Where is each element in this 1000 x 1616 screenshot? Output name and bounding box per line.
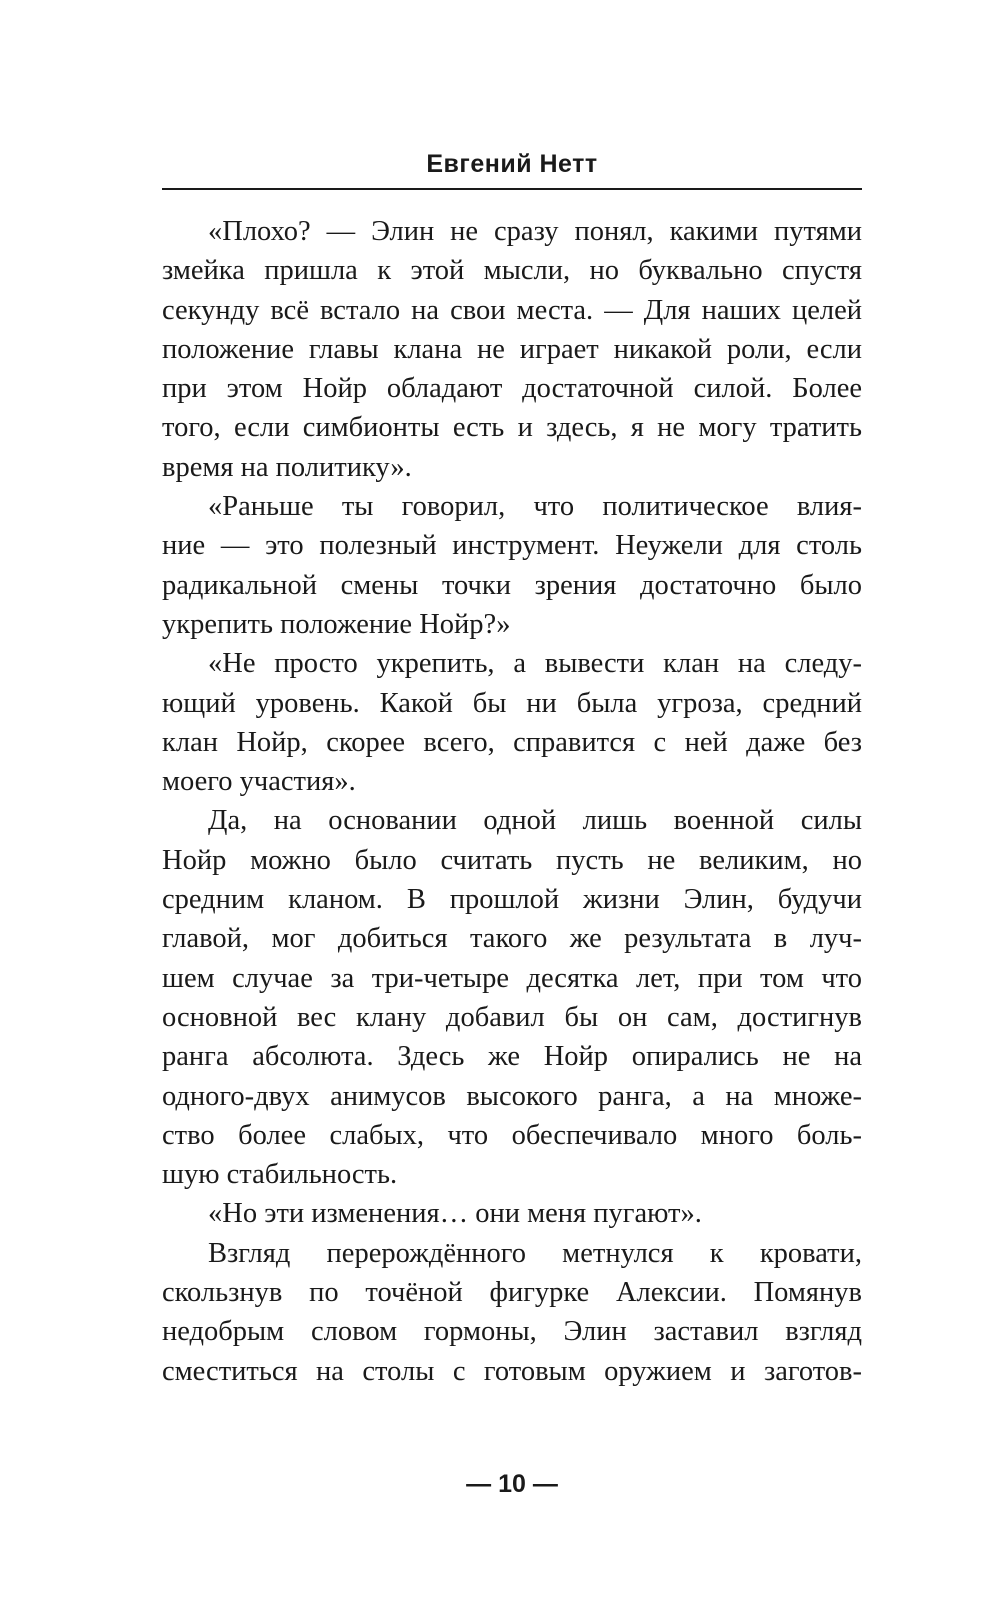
paragraph-line: ранга абсолюта. Здесь же Нойр опирались не на [162, 1041, 862, 1073]
paragraph-line: секунду всё встало на свои места. — Для наших целей [162, 294, 862, 326]
paragraph-line: клан Нойр, скорее всего, справится с ней даже без [162, 726, 862, 758]
paragraph-line: змейка пришла к этой мысли, но буквально спустя [162, 255, 862, 287]
paragraph-line: шую стабильность. [162, 1159, 398, 1191]
paragraph-line: ющий уровень. Какой бы ни была угроза, средний [162, 687, 862, 719]
body-text [162, 212, 862, 1391]
paragraph-line: «Не просто укрепить, а вывести клан на следу- [208, 648, 862, 680]
paragraph-line: Взгляд перерождённого метнулся к кровати, [208, 1237, 862, 1269]
page-number: — 10 — [466, 1470, 558, 1498]
running-head-author: Евгений Нетт [426, 150, 598, 178]
paragraph-line: «Но эти изменения… они меня пугают». [208, 1198, 702, 1230]
paragraph-line: ство более слабых, что обеспечивало много боль- [162, 1119, 862, 1151]
paragraph-line: того, если симбионты есть и здесь, я не могу тратить [162, 412, 862, 444]
paragraph-line: скользнув по точёной фигурке Алексии. Помянув [162, 1277, 862, 1309]
paragraph-line: сместиться на столы с готовым оружием и заготов- [162, 1355, 862, 1387]
paragraph-line: при этом Нойр обладают достаточной силой. Более [162, 373, 862, 405]
paragraph-line: ние — это полезный инструмент. Неужели для столь [162, 530, 862, 562]
paragraph-line: «Плохо? — Элин не сразу понял, какими путями [208, 216, 862, 247]
paragraph-line: положение главы клана не играет никакой роли, если [162, 333, 862, 365]
paragraph-line: главой, мог добиться такого же результата в луч- [162, 923, 862, 955]
header-rule [162, 188, 862, 190]
paragraph-line: укрепить положение Нойр?» [162, 608, 511, 640]
paragraph-line: Да, на основании одной лишь военной силы [208, 805, 862, 837]
paragraph-line: средним кланом. В прошлой жизни Элин, будучи [162, 884, 862, 916]
paragraph-line: шем случае за три-четыре десятка лет, при том что [162, 962, 862, 994]
paragraph-line: недобрым словом гормоны, Элин заставил взгляд [162, 1316, 862, 1348]
paragraph-line: Нойр можно было считать пусть не великим, но [162, 844, 862, 876]
paragraph-line: моего участия». [162, 766, 356, 798]
paragraph-line: одного-двух анимусов высокого ранга, а на множе- [162, 1080, 862, 1112]
paragraph-line: время на политику». [162, 451, 412, 483]
paragraph-line: «Раньше ты говорил, что политическое влия- [208, 491, 862, 523]
paragraph-line: радикальной смены точки зрения достаточно было [162, 569, 862, 601]
paragraph-line: основной вес клану добавил бы он сам, достигнув [162, 1001, 862, 1033]
